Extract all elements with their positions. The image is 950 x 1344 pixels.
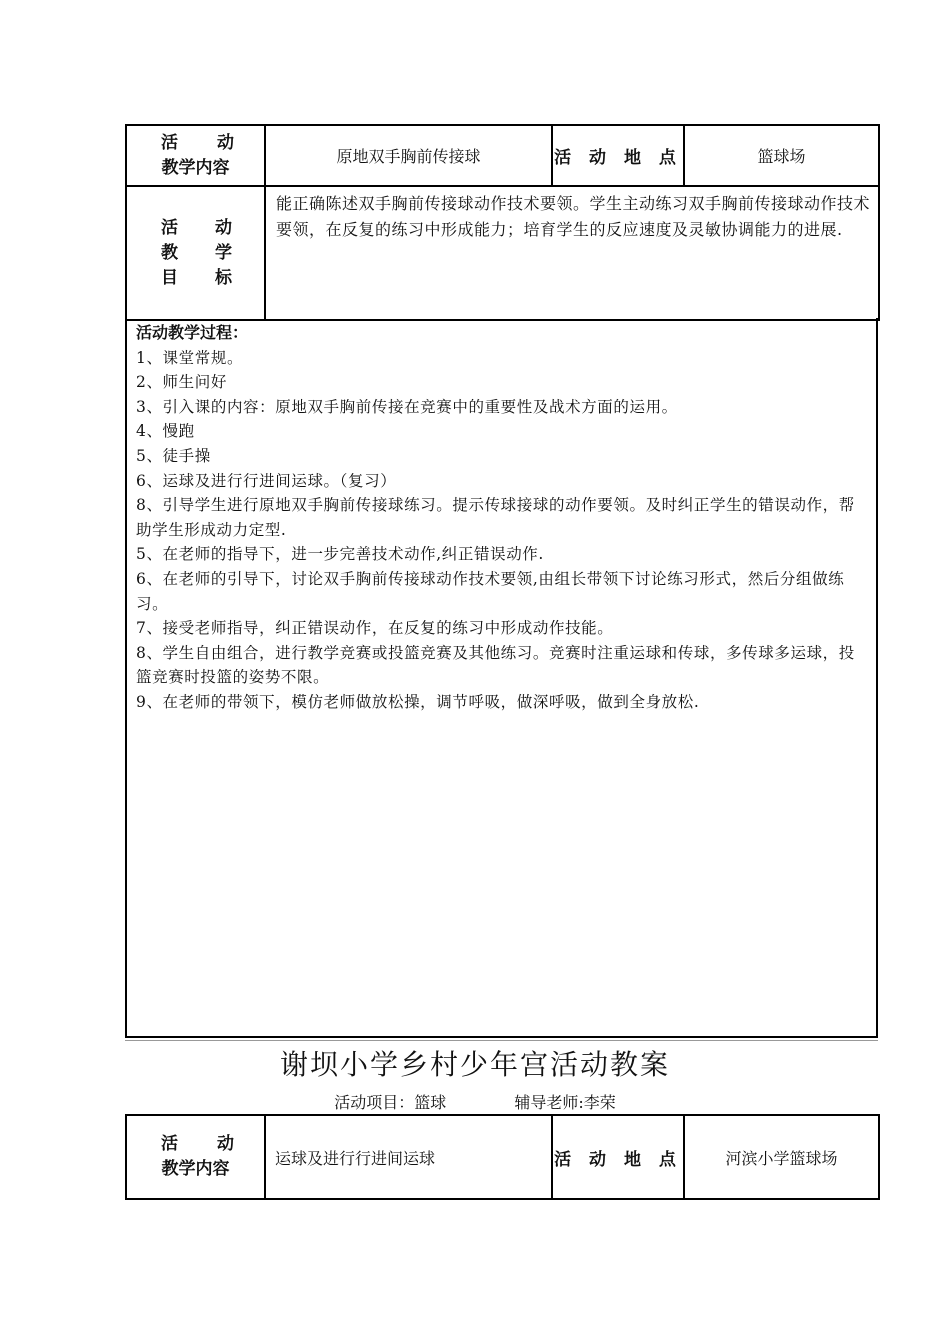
content-value: 原地双手胸前传接球 — [265, 125, 552, 186]
goal-cell — [265, 186, 879, 320]
label-char: 活 — [161, 132, 178, 153]
process-step: 2、师生问好 — [136, 373, 227, 392]
location-label: 活 动 地 点 — [552, 1115, 684, 1199]
label-char: 动 — [215, 217, 232, 238]
label-row — [161, 241, 232, 266]
project-label: 活动项目：篮球 — [334, 1093, 447, 1112]
label-row — [161, 216, 232, 241]
process-step: 7、接受老师指导，纠正错误动作，在反复的练习中形成动作技能。 — [136, 619, 614, 638]
process-step: 5、徒手操 — [136, 446, 211, 465]
process-step: 3、引入课的内容：原地双手胸前传接在竞赛中的重要性及战术方面的运用。 — [136, 397, 678, 416]
label-char: 活 — [161, 1134, 178, 1154]
label-line: 教学内容 — [161, 1159, 230, 1179]
label-char: 目 — [161, 267, 178, 288]
location-value: 篮球场 — [684, 125, 879, 186]
process-step: 6、在老师的引导下，讨论双手胸前传接球动作技术要领,由组长带领下讨论练习形式，然后分组做练习。 — [136, 569, 845, 613]
process-step: 8、学生自由组合，进行教学竞赛或投篮竞赛及其他练习。竞赛时注重运球和传球，多传球多运球，投篮竞赛时投篮的姿势不限。 — [136, 643, 855, 687]
goal-label-cell — [126, 186, 265, 320]
process-list — [136, 346, 868, 715]
label-char: 动 — [217, 132, 234, 153]
label-char: 动 — [217, 1134, 234, 1154]
label-char: 学 — [215, 242, 232, 263]
location-label: 活 动 地 点 — [552, 125, 684, 186]
lesson-table-2 — [125, 1114, 880, 1200]
label-char: 活 — [161, 217, 178, 238]
content-label-cell — [126, 125, 265, 186]
label-char: 教 — [161, 242, 178, 263]
process-step: 8、引导学生进行原地双手胸前传接球练习。提示传球接球的动作要领。及时纠正学生的错误动作，帮助学生形成动力定型. — [136, 496, 855, 539]
label-row — [161, 266, 232, 291]
lesson-table-1 — [125, 124, 880, 321]
teacher-label: 辅导老师:李荣 — [514, 1093, 616, 1112]
process-step: 4、慢跑 — [136, 422, 195, 441]
subtitle-line — [0, 1090, 950, 1113]
process-step: 9、在老师的带领下，模仿老师做放松操，调节呼吸，做深呼吸，做到全身放松. — [136, 692, 700, 711]
label-char: 标 — [215, 267, 232, 288]
divider — [125, 1040, 878, 1041]
goal-text: 能正确陈述双手胸前传接球动作技术要领。学生主动练习双手胸前传接球动作技术要领，在反复的练习中形成能力；培育学生的反应速度及灵敏协调能力的进展. — [276, 194, 871, 239]
process-title: 活动教学过程： — [136, 323, 249, 342]
process-section — [125, 318, 878, 1038]
label-line: 教学内容 — [161, 157, 230, 178]
content-value: 运球及进行行进间运球 — [265, 1115, 552, 1199]
location-value: 河滨小学篮球场 — [684, 1115, 879, 1199]
page-title: 谢坝小学乡村少年宫活动教案 — [279, 1048, 670, 1081]
content-label-cell — [126, 1115, 265, 1199]
process-step: 6、运球及进行行进间运球。（复习） — [136, 471, 397, 490]
table-bottom-border — [125, 1198, 878, 1200]
process-step: 1、课堂常规。 — [136, 348, 244, 367]
process-step: 5、在老师的指导下，进一步完善技术动作,纠正错误动作. — [136, 545, 544, 564]
